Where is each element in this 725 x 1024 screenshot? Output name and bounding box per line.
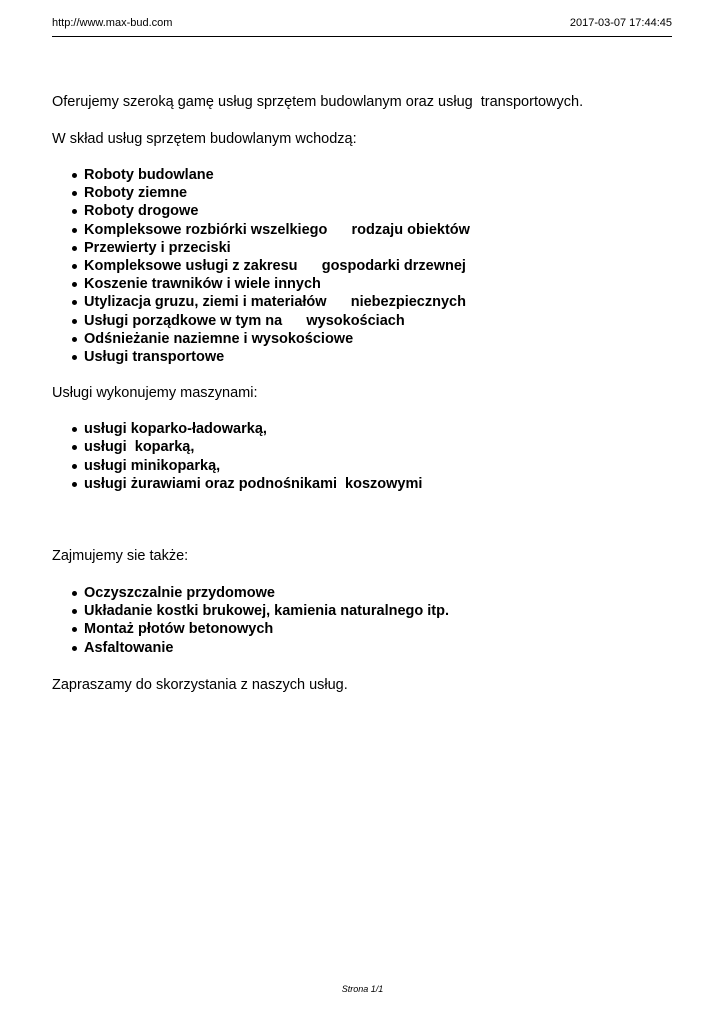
intro-paragraph: Oferujemy szeroką gamę usług sprzętem budowlanym oraz usług transportowych. [52,94,584,110]
list-item: Koszenie trawników i wiele innych [52,275,672,293]
machines-heading: Usługi wykonujemy maszynami: [52,385,258,402]
list-item: Kompleksowe rozbiórki wszelkiego rodzaju obiektów [52,221,672,239]
header-timestamp: 2017-03-07 17:44:45 [569,17,672,29]
list-item: Montaż płotów betonowych [52,620,672,638]
list-item: Kompleksowe usługi z zakresu gospodarki drzewnej [52,257,672,275]
list-item: Roboty ziemne [52,184,672,202]
machines-list [52,420,672,493]
list-item: Układanie kostki brukowej, kamienia naturalnego itp. [52,602,672,620]
header-url: http://www.max-bud.com [52,17,173,29]
closing-paragraph: Zapraszamy do skorzystania z naszych usług. [52,676,348,693]
list-item: Przewierty i przeciski [52,239,672,257]
equipment-heading: W skład usług sprzętem budowlanym wchodzą: [52,131,357,147]
list-item: Odśnieżanie naziemne i wysokościowe [52,330,672,348]
list-item: usługi koparko-ładowarką, [52,420,672,438]
list-item: usługi żurawiami oraz podnośnikami koszowymi [52,475,672,493]
list-item: Oczyszczalnie przydomowe [52,584,672,602]
list-item: Usługi transportowe [52,348,672,366]
equipment-list [52,166,672,366]
list-item: Utylizacja gruzu, ziemi i materiałów niebezpiecznych [52,293,672,311]
also-list [52,584,672,657]
document-body [52,93,672,694]
page-header [52,16,672,37]
list-item: Roboty budowlane [52,166,672,184]
list-item: Roboty drogowe [52,202,672,220]
also-heading: Zajmujemy sie także: [52,548,189,565]
list-item: Asfaltowanie [52,639,672,657]
list-item: Usługi porządkowe w tym na wysokościach [52,312,672,330]
list-item: usługi koparką, [52,438,672,456]
list-item: usługi minikoparką, [52,457,672,475]
page-number: Strona 1/1 [341,984,384,994]
